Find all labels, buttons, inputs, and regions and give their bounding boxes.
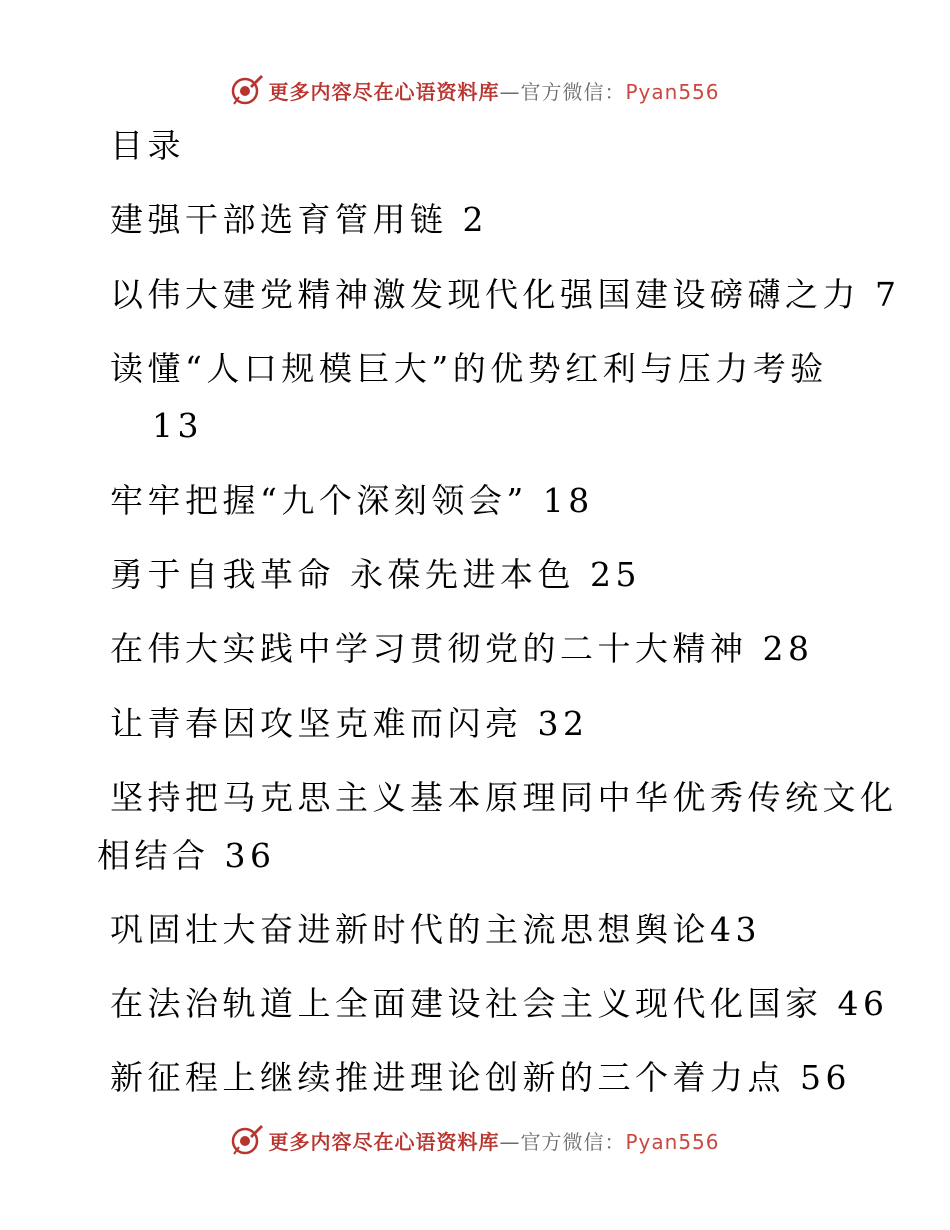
watermark-footer (0, 1120, 950, 1160)
watermark-suffix: 官方微信： (520, 1129, 626, 1154)
watermark-dash: — (499, 79, 521, 104)
watermark-text (268, 1126, 719, 1155)
toc-entry: 勇于自我革命 永葆先进本色 25 (110, 555, 641, 594)
toc-entry-page: 13 (152, 406, 203, 445)
toc-entry: 牢牢把握“九个深刻领会” 18 (110, 481, 594, 520)
toc-entry: 新征程上继续推进理论创新的三个着力点 56 (110, 1058, 851, 1097)
toc-entry-continuation: 相结合 36 (97, 836, 276, 875)
toc-entry: 读懂“人口规模巨大”的优势红利与压力考验 (110, 349, 828, 388)
toc-entry: 以伟大建党精神激发现代化强国建设磅礴之力 7 (110, 275, 901, 314)
toc-entry: 在法治轨道上全面建设社会主义现代化国家 46 (110, 984, 889, 1023)
toc-entry: 巩固壮大奋进新时代的主流思想舆论43 (110, 910, 761, 949)
pen-logo-icon (230, 1123, 264, 1157)
toc-entry: 在伟大实践中学习贯彻党的二十大精神 28 (110, 629, 814, 668)
toc-entry: 让青春因攻坚克难而闪亮 32 (110, 704, 589, 743)
toc-entry: 建强干部选育管用链 2 (110, 200, 488, 239)
toc-heading: 目录 (110, 126, 185, 165)
toc-entry: 坚持把马克思主义基本原理同中华优秀传统文化 (110, 778, 898, 817)
watermark-wechat-id: Pyan556 (625, 79, 720, 104)
watermark-wechat-id: Pyan556 (625, 1129, 720, 1154)
watermark-prefix: 更多内容尽在心语资料库 (268, 1129, 500, 1154)
watermark-dash: — (499, 1129, 521, 1154)
watermark-prefix: 更多内容尽在心语资料库 (268, 79, 500, 104)
watermark-suffix: 官方微信： (520, 79, 626, 104)
